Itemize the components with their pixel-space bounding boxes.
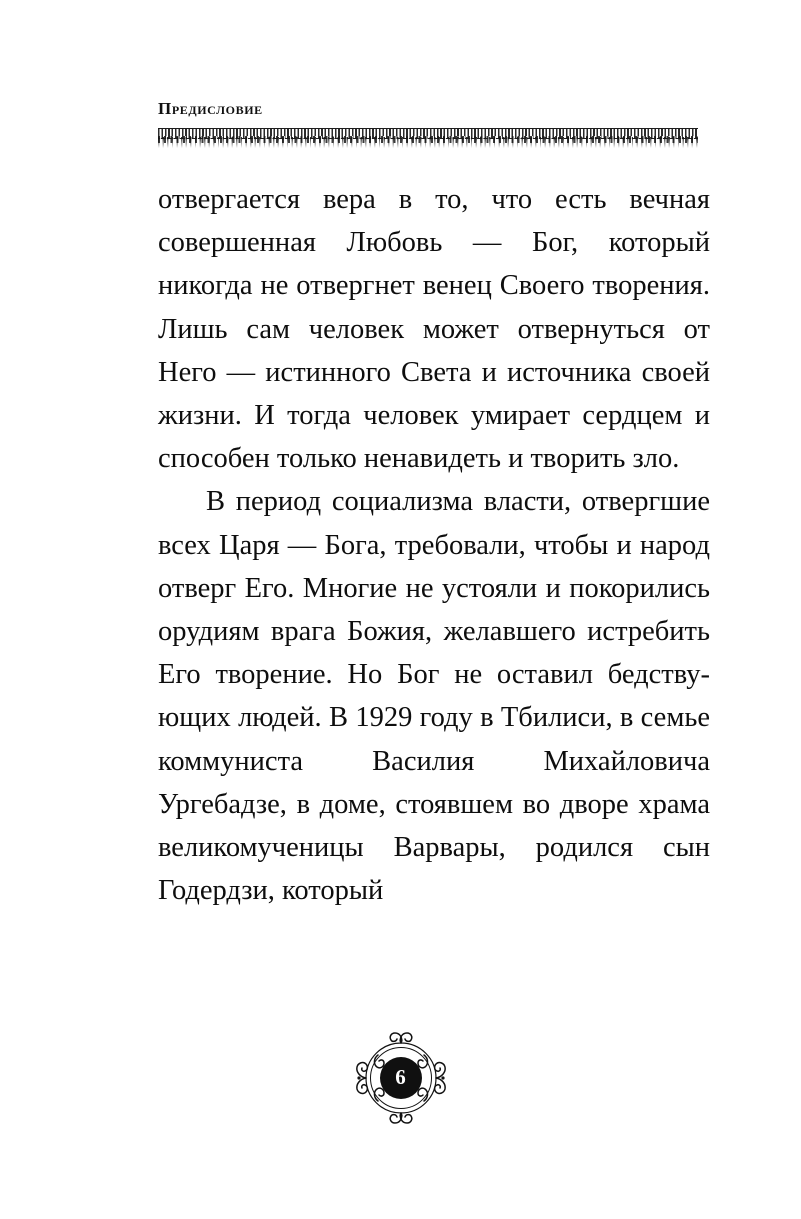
running-head-title: Предисловие [158,99,263,118]
page-number: 6 [395,1065,406,1089]
header-ornamental-rule-icon [158,128,698,150]
page-body-text [158,178,710,912]
paragraph: В период социализма власти, отвергшие всех Царя — Бога, требовали, чтобы и народ отверг Его. Многие не устояли и покорились орудиям врага Божия, желавшего истребить Его творение. Но Бог не оставил бедствующих людей. В 1929 году в Тбилиси, в семье коммуниста Василия Михайловича Ургебадзе, в доме, стоявшем во дворе храма великомученицы Варвары, родился сын Годердзи, который [158,486,710,907]
page-number-disc [380,1057,422,1099]
paragraph: отвергается вера в то, что есть вечная совершенная Любовь — Бог, который никогда не отвергнет венец Своего творения. Лишь сам человек может отвернуться от Него — истинного Света и источника своей жизни. И тогда человек умирает сердцем и способен только ненавидеть и творить зло. [158,184,710,475]
running-head [158,100,698,117]
page-folio [0,1024,801,1132]
